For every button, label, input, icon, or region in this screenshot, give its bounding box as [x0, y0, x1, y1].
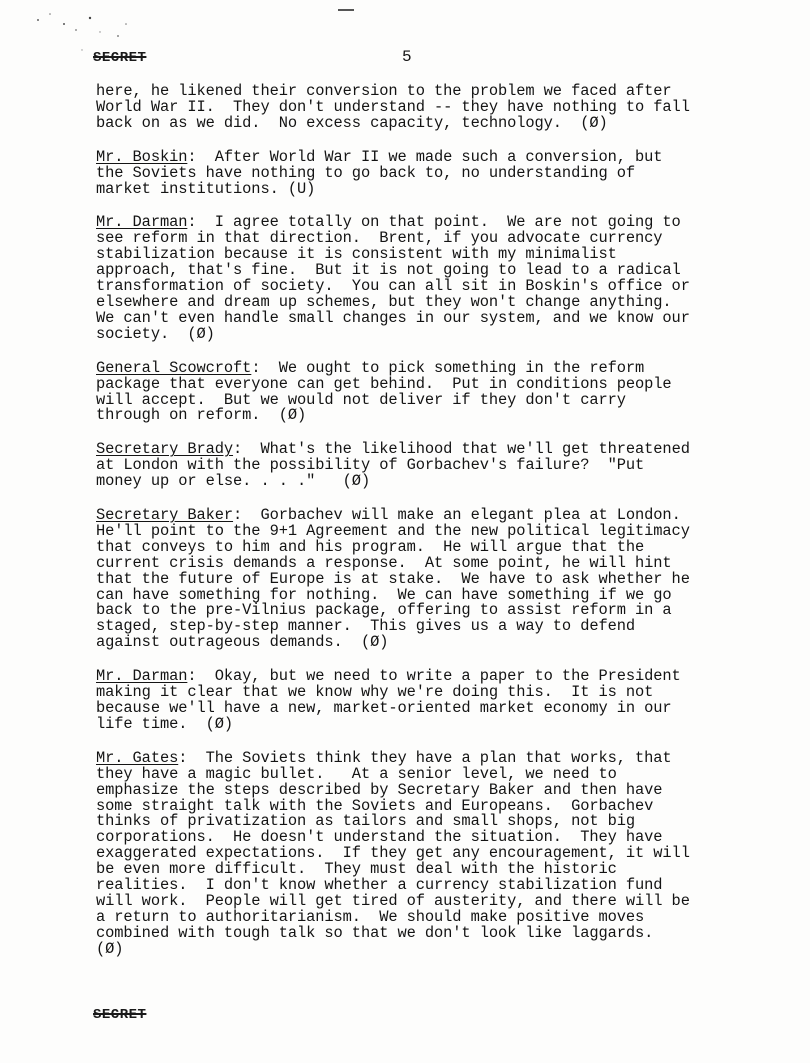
line-text: : The Soviets think they have a plan that works, that: [178, 748, 672, 767]
text-line: some straight talk with the Soviets and Europeans. Gorbachev: [96, 796, 654, 815]
speaker-name: Mr. Darman: [96, 213, 188, 232]
memo-body: [96, 84, 736, 976]
text-line: be even more difficult. They must deal with the historic: [96, 860, 617, 879]
transcript-paragraph: [96, 508, 736, 651]
text-line: because we'll have a new, market-oriented market economy in our: [96, 699, 672, 717]
text-line: the Soviets have nothing to go back to, no understanding of: [96, 163, 636, 182]
line-text: : I agree totally on that point. We are not going to: [187, 213, 681, 232]
text-line: can have something for nothing. We can have something if we go: [96, 585, 672, 604]
transcript-paragraph: [96, 442, 736, 490]
text-line: will work. People will get tired of austerity, and there will be: [96, 891, 690, 910]
text-line: making it clear that we know why we're doing this. It is not: [96, 683, 654, 702]
transcript-paragraph: [96, 215, 736, 342]
text-line: back to the pre-Vilnius package, offering to assist reform in a: [96, 601, 672, 620]
text-line: We can't even handle small changes in our system, and we know our: [96, 308, 690, 327]
text-line: current crisis demands a response. At some point, he will hint: [96, 553, 672, 572]
text-line: He'll point to the 9+1 Agreement and the new political legitimacy: [96, 521, 690, 540]
transcript-paragraph: [96, 358, 736, 425]
transcript-paragraph: [96, 147, 736, 198]
classification-marking-top: SECRET: [93, 50, 147, 66]
text-line: (Ø): [96, 939, 124, 958]
transcript-paragraph: [96, 84, 736, 132]
text-line: money up or else. . . ." (Ø): [96, 472, 371, 491]
line-text: : We ought to pick something in the reform: [251, 358, 645, 377]
speaker-name: Secretary Baker: [96, 506, 234, 525]
text-line: corporations. He doesn't understand the situation. They have: [96, 828, 663, 847]
text-line: market institutions. (U): [96, 179, 316, 198]
speaker-name: Secretary Brady: [96, 440, 234, 459]
text-line: approach, that's fine. But it is not going to lead to a radical: [96, 261, 681, 280]
line-text: : After World War II we made such a conversion, but: [187, 147, 663, 166]
text-line: that conveys to him and his program. He will argue that the: [96, 537, 645, 556]
text-line: will accept. But we would not deliver if they don't carry: [96, 390, 626, 409]
text-line: life time. (Ø): [96, 714, 234, 733]
line-text: : What's the likelihood that we'll get threatened: [233, 440, 690, 459]
line-text: : Okay, but we need to write a paper to the President: [187, 667, 681, 686]
text-line: transformation of society. You can all sit in Boskin's office or: [96, 277, 690, 296]
speaker-name: Mr. Gates: [96, 748, 179, 767]
text-line: exaggerated expectations. If they get any encouragement, it will: [96, 844, 690, 863]
text-line: that the future of Europe is at stake. We have to ask whether he: [96, 569, 690, 588]
top-scan-mark: [338, 9, 354, 11]
text-line: back on as we did. No excess capacity, technology. (Ø): [96, 113, 608, 132]
speaker-name: General Scowcroft: [96, 358, 252, 377]
text-line: stabilization because it is consistent with my minimalist: [96, 245, 617, 264]
text-line: at London with the possibility of Gorbachev's failure? "Put: [96, 456, 645, 475]
text-line: World War II. They don't understand -- they have nothing to fall: [96, 97, 690, 116]
page-number: 5: [402, 48, 412, 66]
text-line: thinks of privatization as tailors and small shops, not big: [96, 812, 636, 831]
text-line: through on reform. (Ø): [96, 406, 307, 425]
text-line: see reform in that direction. Brent, if you advocate currency: [96, 229, 663, 248]
text-line: society. (Ø): [96, 324, 215, 343]
transcript-paragraph: [96, 748, 736, 958]
line-text: : Gorbachev will make an elegant plea at London.: [233, 506, 681, 525]
text-line: realities. I don't know whether a currency stabilization fund: [96, 876, 663, 895]
transcript-paragraph: [96, 669, 736, 733]
text-line: combined with tough talk so that we don't look like laggards.: [96, 923, 654, 942]
text-line: here, he likened their conversion to the problem we faced after: [96, 82, 672, 100]
text-line: emphasize the steps described by Secretary Baker and then have: [96, 780, 663, 799]
text-line: elsewhere and dream up schemes, but they won't change anything.: [96, 292, 672, 311]
speaker-name: Mr. Boskin: [96, 147, 188, 166]
text-line: package that everyone can get behind. Put in conditions people: [96, 374, 672, 393]
speaker-name: Mr. Darman: [96, 667, 188, 686]
text-line: a return to authoritarianism. We should make positive moves: [96, 907, 645, 926]
text-line: they have a magic bullet. At a senior level, we need to: [96, 764, 617, 783]
classification-marking-bottom: SECRET: [93, 1007, 147, 1023]
text-line: staged, step-by-step manner. This gives us a way to defend: [96, 617, 636, 636]
text-line: against outrageous demands. (Ø): [96, 633, 389, 652]
